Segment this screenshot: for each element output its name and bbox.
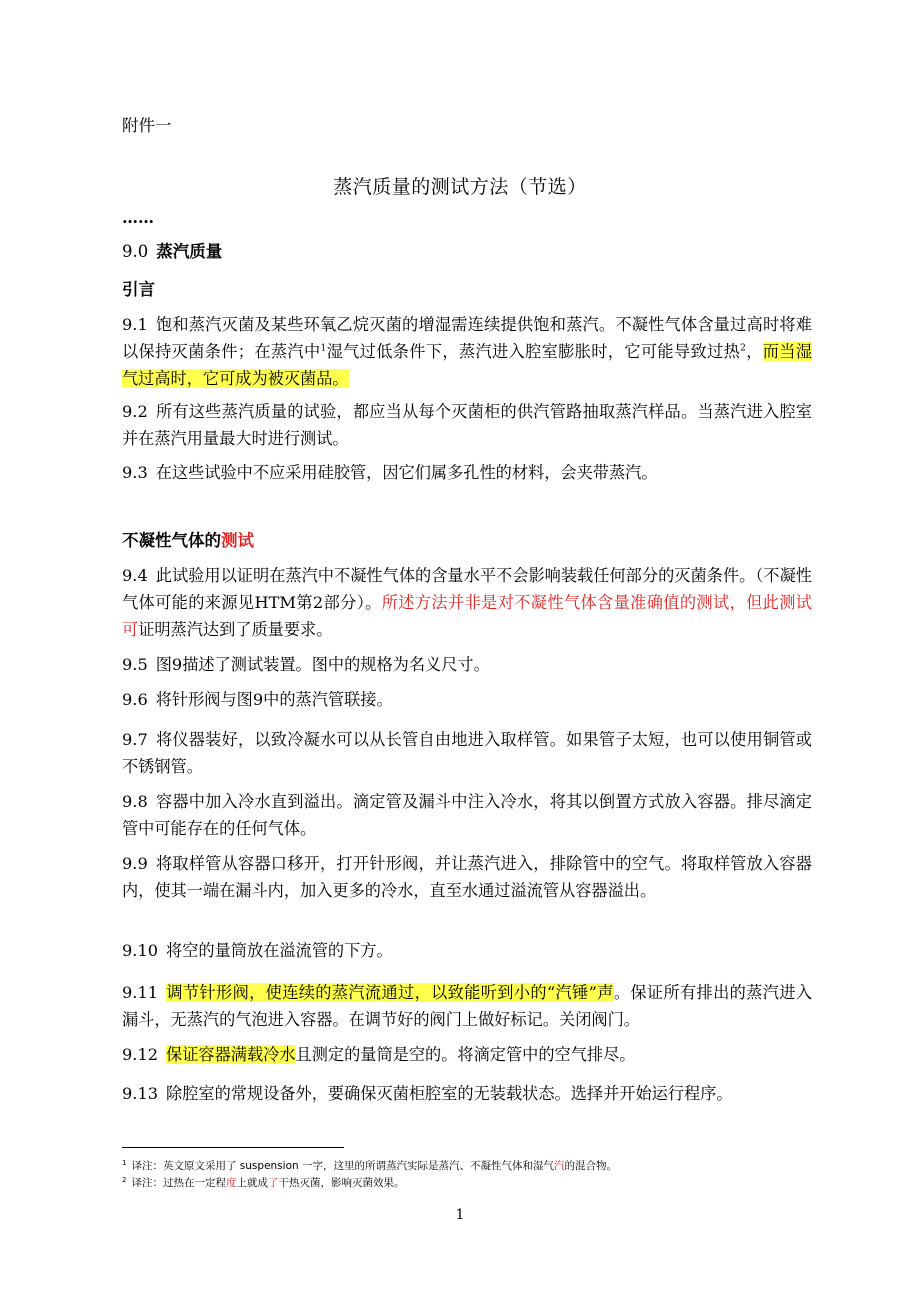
footnote-separator xyxy=(122,1147,344,1148)
paragraph-9-3: 9.3 在这些试验中不应采用硅胶管，因它们属多孔性的材料，会夹带蒸汽。 xyxy=(122,463,658,482)
paragraph-number: 9.7 xyxy=(122,730,148,749)
annex-label: 附件一 xyxy=(122,116,172,135)
ellipsis: …… xyxy=(122,208,154,227)
footnote-1: $^1$ 译注：英文原文采用了 suspension 一字，这里的所谓蒸汽实际是蒸汽、不凝性气体和湿气汽的混合物。 xyxy=(122,1158,617,1172)
footnote-ref-2: 2 xyxy=(740,343,746,354)
paragraph-9-12: 9.12 保证容器满载冷水且测定的量筒是空的。将滴定管中的空气排尽。 xyxy=(122,1045,636,1064)
paragraph-9-10: 9.10 将空的量筒放在溢流管的下方。 xyxy=(122,941,393,960)
paragraph-number: 9.12 xyxy=(122,1045,159,1064)
paragraph-9-9: 9.9 将取样管从容器口移开，打开针形阀，并让蒸汽进入，排除管中的空气。将取样管放入容器内，使其一端在漏斗内，加入更多的冷水，直至水通过溢流管从容器溢出。 xyxy=(122,854,812,900)
paragraph-9-5: 9.5 图9描述了测试装置。图中的规格为名义尺寸。 xyxy=(122,655,490,674)
paragraph-number: 9.4 xyxy=(122,566,148,585)
paragraph-9-11: 9.11 调节针形阀，使连续的蒸汽流通过，以致能听到小的“汽锤”声。保证所有排出的蒸汽进入漏斗，无蒸汽的气泡进入容器。在调节好的阀门上做好标记。关闭阀门。 xyxy=(122,983,813,1029)
paragraph-number: 9.8 xyxy=(122,792,148,811)
paragraph-9-6: 9.6 将针形阀与图9中的蒸汽管联接。 xyxy=(122,690,393,709)
paragraph-number: 9.2 xyxy=(122,402,148,421)
page-number: 1 xyxy=(455,1207,465,1223)
ncg-test-heading: 不凝性气体的测试 xyxy=(122,531,254,550)
paragraph-number: 9.3 xyxy=(122,463,148,482)
paragraph-9-8: 9.8 容器中加入冷水直到溢出。滴定管及漏斗中注入冷水，将其以倒置方式放入容器。排尽滴定管中可能存在的任何气体。 xyxy=(122,792,812,838)
paragraph-number: 9.10 xyxy=(122,941,159,960)
highlighted-text: 调节针形阀，使连续的蒸汽流通过，以致能听到小的“汽锤”声 xyxy=(166,983,614,1002)
section-title: 蒸汽质量 xyxy=(156,242,223,261)
paragraph-9-1: 9.1 饱和蒸汽灭菌及某些环氧乙烷灭菌的增湿需连续提供饱和蒸汽。不凝性气体含量过高时将难以保持灭菌条件；在蒸汽中$^1$湿气过低条件下，蒸汽进入腔室膨胀时，它可能导致过热$^2$，而当湿气过高时，它可成为被灭菌品。 xyxy=(122,315,813,388)
section-number: 9.0 xyxy=(122,242,149,261)
paragraph-9-2: 9.2 所有这些蒸汽质量的试验，都应当从每个灭菌柜的供汽管路抽取蒸汽样品。当蒸汽进入腔室并在蒸汽用量最大时进行测试。 xyxy=(122,402,812,448)
paragraph-number: 9.6 xyxy=(122,690,148,709)
paragraph-number: 9.5 xyxy=(122,655,148,674)
intro-heading: 引言 xyxy=(122,280,155,299)
footnote-2: $^2$ 译注：过热在一定程度上就成了干热灭菌，影响灭菌效果。 xyxy=(122,1175,405,1189)
paragraph-9-13: 9.13 除腔室的常规设备外，要确保灭菌柜腔室的无装载状态。选择并开始运行程序。 xyxy=(122,1084,733,1103)
paragraph-number: 9.13 xyxy=(122,1084,159,1103)
footnote-mark: 1 xyxy=(122,1158,127,1167)
paragraph-number: 9.1 xyxy=(122,315,148,334)
paragraph-number: 9.11 xyxy=(122,983,159,1002)
paragraph-number: 9.9 xyxy=(122,854,148,873)
highlighted-text: 保证容器满载冷水 xyxy=(166,1045,296,1064)
paragraph-9-7: 9.7 将仪器装好，以致冷凝水可以从长管自由地进入取样管。如果管子太短，也可以使用铜管或不锈钢管。 xyxy=(122,730,812,776)
paragraph-9-4: 9.4 此试验用以证明在蒸汽中不凝性气体的含量水平不会影响装载任何部分的灭菌条件。（不凝性气体可能的来源见HTM第2部分）。所述方法并非是对不凝性气体含量准确值的测试，但此测试可证明蒸汽达到了质量要求。 xyxy=(122,566,812,639)
section-heading xyxy=(122,238,222,262)
highlighted-text: 而当湿气过高时，它可成为被灭菌品。 xyxy=(122,342,813,388)
red-text: 所述方法并非是对不凝性气体含量准确值的测试，但此测试可 xyxy=(122,593,812,639)
footnote-ref-1: 1 xyxy=(320,343,327,354)
document-title: 蒸汽质量的测试方法（节选） xyxy=(333,176,587,198)
footnote-mark: 2 xyxy=(122,1175,127,1184)
